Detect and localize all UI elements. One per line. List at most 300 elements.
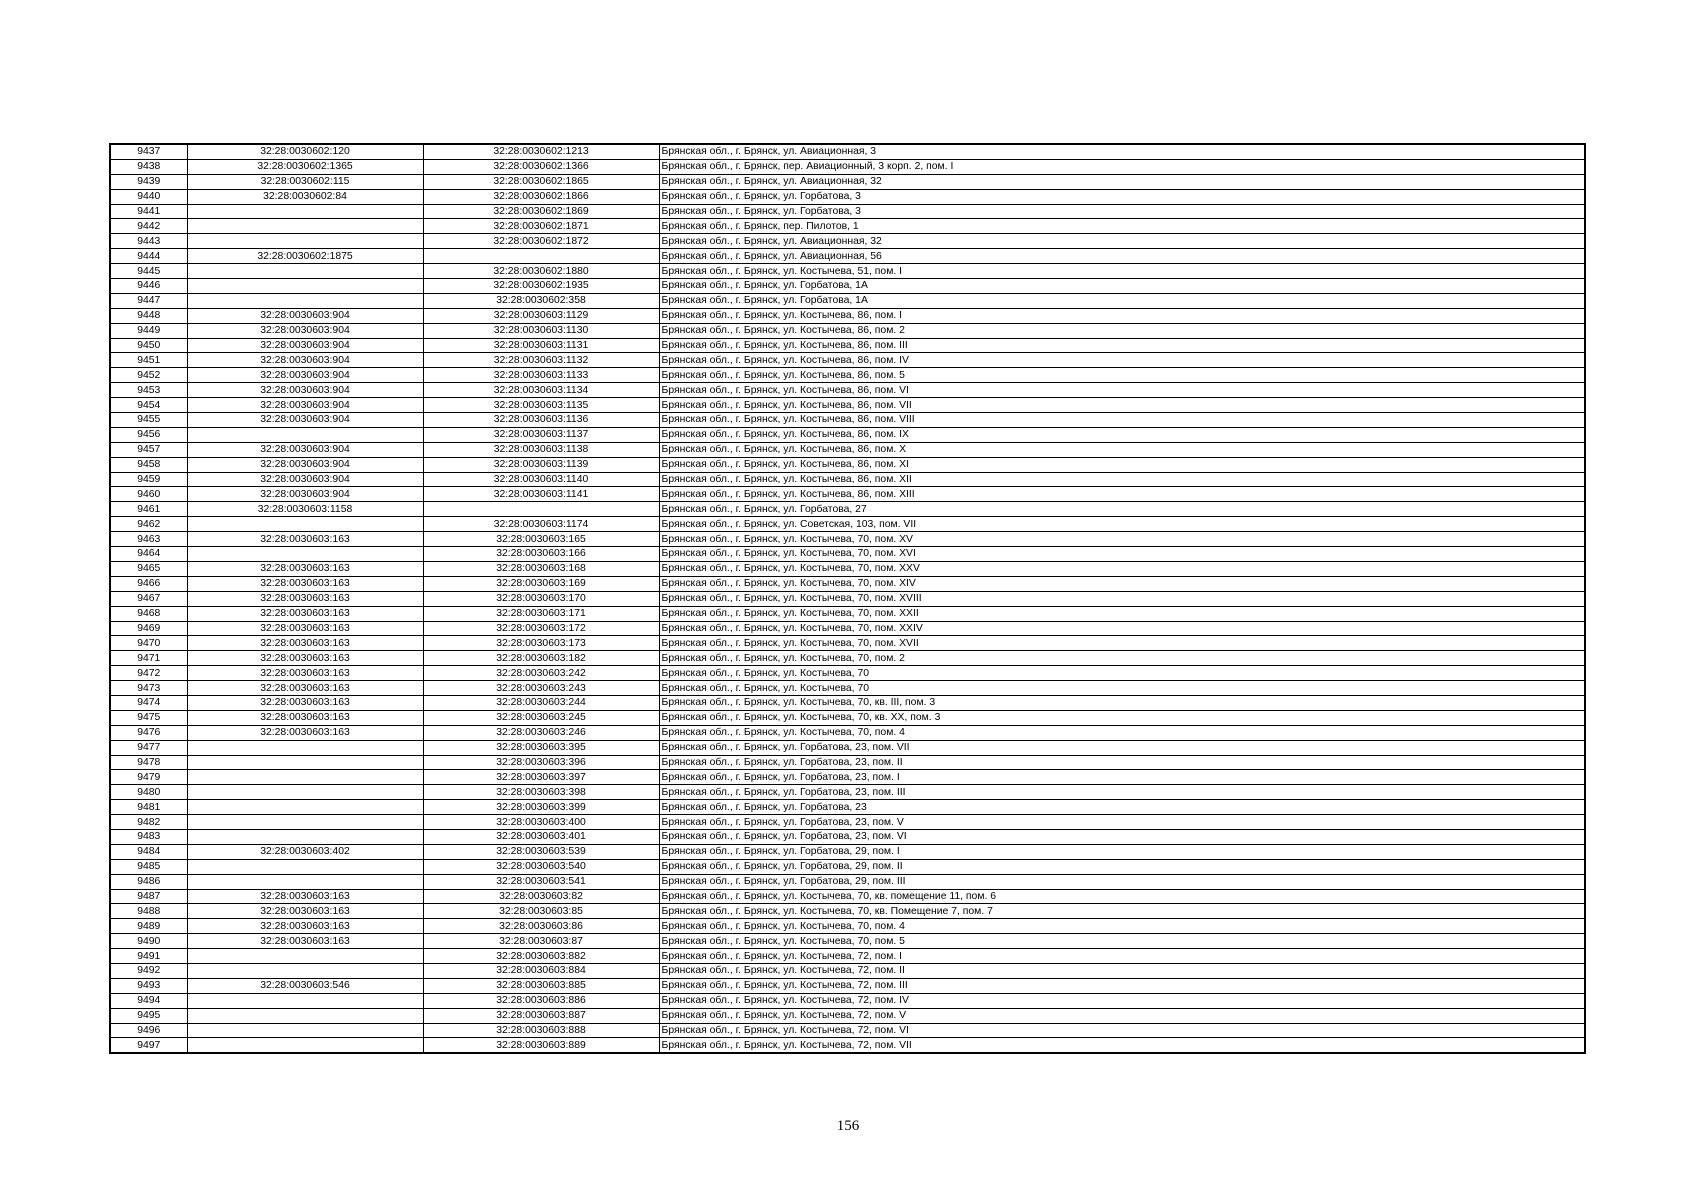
parent-cadastral-number-cell (187, 815, 423, 830)
row-number-cell: 9468 (110, 606, 187, 621)
address-cell: Брянская обл., г. Брянск, ул. Костычева, 72, пом. II (659, 963, 1585, 978)
table-row (110, 234, 1585, 249)
cadastral-number-cell: 32:28:0030602:358 (423, 293, 659, 308)
parent-cadastral-number-cell: 32:28:0030603:163 (187, 904, 423, 919)
address-cell: Брянская обл., г. Брянск, ул. Горбатова, 29, пом. II (659, 859, 1585, 874)
parent-cadastral-number-cell: 32:28:0030603:904 (187, 368, 423, 383)
address-cell: Брянская обл., г. Брянск, ул. Костычева, 70, кв. III, пом. 3 (659, 695, 1585, 710)
row-number-cell: 9484 (110, 844, 187, 859)
parent-cadastral-number-cell: 32:28:0030602:1365 (187, 159, 423, 174)
cadastral-number-cell: 32:28:0030603:173 (423, 636, 659, 651)
address-cell: Брянская обл., г. Брянск, ул. Горбатова, 23, пом. VII (659, 740, 1585, 755)
address-cell: Брянская обл., г. Брянск, ул. Костычева, 70, пом. XXV (659, 561, 1585, 576)
table-row (110, 427, 1585, 442)
cadastral-number-cell: 32:28:0030603:171 (423, 606, 659, 621)
row-number-cell: 9495 (110, 1008, 187, 1023)
parent-cadastral-number-cell: 32:28:0030603:904 (187, 413, 423, 428)
cadastral-number-cell: 32:28:0030603:540 (423, 859, 659, 874)
parent-cadastral-number-cell: 32:28:0030603:163 (187, 651, 423, 666)
parent-cadastral-number-cell: 32:28:0030603:163 (187, 591, 423, 606)
row-number-cell: 9464 (110, 547, 187, 562)
parent-cadastral-number-cell: 32:28:0030603:163 (187, 889, 423, 904)
parent-cadastral-number-cell: 32:28:0030603:163 (187, 681, 423, 696)
parent-cadastral-number-cell: 32:28:0030603:904 (187, 353, 423, 368)
cadastral-number-cell: 32:28:0030603:1132 (423, 353, 659, 368)
table-row (110, 889, 1585, 904)
parent-cadastral-number-cell: 32:28:0030602:1875 (187, 249, 423, 264)
parent-cadastral-number-cell: 32:28:0030603:904 (187, 323, 423, 338)
address-cell: Брянская обл., г. Брянск, ул. Горбатова, 1А (659, 293, 1585, 308)
row-number-cell: 9488 (110, 904, 187, 919)
address-cell: Брянская обл., г. Брянск, ул. Костычева, 86, пом. IX (659, 427, 1585, 442)
cadastral-number-cell: 32:28:0030603:395 (423, 740, 659, 755)
cadastral-number-cell: 32:28:0030603:1134 (423, 383, 659, 398)
row-number-cell: 9441 (110, 204, 187, 219)
address-cell: Брянская обл., г. Брянск, ул. Костычева, 86, пом. XII (659, 472, 1585, 487)
address-cell: Брянская обл., г. Брянск, ул. Костычева, 86, пом. VI (659, 383, 1585, 398)
row-number-cell: 9450 (110, 338, 187, 353)
cadastral-number-cell: 32:28:0030603:1130 (423, 323, 659, 338)
row-number-cell: 9496 (110, 1023, 187, 1038)
address-cell: Брянская обл., г. Брянск, ул. Костычева, 72, пом. I (659, 949, 1585, 964)
address-cell: Брянская обл., г. Брянск, ул. Костычева, 86, пом. I (659, 308, 1585, 323)
address-cell: Брянская обл., г. Брянск, ул. Костычева, 70 (659, 666, 1585, 681)
row-number-cell: 9440 (110, 189, 187, 204)
table-row (110, 874, 1585, 889)
row-number-cell: 9476 (110, 725, 187, 740)
cadastral-number-cell: 32:28:0030603:1131 (423, 338, 659, 353)
parent-cadastral-number-cell: 32:28:0030603:163 (187, 606, 423, 621)
cadastral-number-cell: 32:28:0030603:246 (423, 725, 659, 740)
table-row (110, 293, 1585, 308)
table-row (110, 472, 1585, 487)
address-cell: Брянская обл., г. Брянск, ул. Костычева, 70, пом. XV (659, 532, 1585, 547)
address-cell: Брянская обл., г. Брянск, ул. Горбатова, 23, пом. II (659, 755, 1585, 770)
row-number-cell: 9490 (110, 934, 187, 949)
cadastral-number-cell: 32:28:0030603:400 (423, 815, 659, 830)
table-row (110, 681, 1585, 696)
cadastral-number-cell: 32:28:0030602:1866 (423, 189, 659, 204)
address-cell: Брянская обл., г. Брянск, ул. Костычева, 72, пом. V (659, 1008, 1585, 1023)
row-number-cell: 9437 (110, 144, 187, 159)
cadastral-number-cell: 32:28:0030603:539 (423, 844, 659, 859)
table-row (110, 457, 1585, 472)
parent-cadastral-number-cell (187, 874, 423, 889)
address-cell: Брянская обл., г. Брянск, ул. Костычева, 70, пом. XVIII (659, 591, 1585, 606)
row-number-cell: 9482 (110, 815, 187, 830)
address-cell: Брянская обл., г. Брянск, ул. Костычева, 70, пом. 4 (659, 725, 1585, 740)
row-number-cell: 9483 (110, 829, 187, 844)
row-number-cell: 9442 (110, 219, 187, 234)
parent-cadastral-number-cell: 32:28:0030603:163 (187, 636, 423, 651)
table-row (110, 561, 1585, 576)
table-row (110, 740, 1585, 755)
parent-cadastral-number-cell: 32:28:0030602:115 (187, 174, 423, 189)
table-row (110, 800, 1585, 815)
table-row (110, 815, 1585, 830)
table-row (110, 725, 1585, 740)
parent-cadastral-number-cell (187, 517, 423, 532)
address-cell: Брянская обл., г. Брянск, ул. Горбатова, 23, пом. I (659, 770, 1585, 785)
cadastral-number-cell: 32:28:0030603:1140 (423, 472, 659, 487)
table-row (110, 338, 1585, 353)
table-row (110, 755, 1585, 770)
cadastral-number-cell: 32:28:0030602:1935 (423, 279, 659, 294)
address-cell: Брянская обл., г. Брянск, ул. Горбатова, 3 (659, 204, 1585, 219)
address-cell: Брянская обл., г. Брянск, ул. Костычева, 72, пом. VI (659, 1023, 1585, 1038)
parent-cadastral-number-cell: 32:28:0030603:904 (187, 457, 423, 472)
table-row (110, 219, 1585, 234)
row-number-cell: 9478 (110, 755, 187, 770)
parent-cadastral-number-cell: 32:28:0030603:163 (187, 621, 423, 636)
cadastral-number-cell (423, 249, 659, 264)
parent-cadastral-number-cell (187, 770, 423, 785)
row-number-cell: 9458 (110, 457, 187, 472)
address-cell: Брянская обл., г. Брянск, ул. Костычева, 70, пом. XVII (659, 636, 1585, 651)
parent-cadastral-number-cell (187, 279, 423, 294)
row-number-cell: 9444 (110, 249, 187, 264)
cadastral-number-cell: 32:28:0030602:1872 (423, 234, 659, 249)
table-row (110, 651, 1585, 666)
table-row (110, 264, 1585, 279)
parent-cadastral-number-cell (187, 219, 423, 234)
address-cell: Брянская обл., г. Брянск, ул. Костычева, 70, пом. XXII (659, 606, 1585, 621)
table-row (110, 323, 1585, 338)
table-row (110, 919, 1585, 934)
row-number-cell: 9457 (110, 442, 187, 457)
cadastral-number-cell: 32:28:0030603:86 (423, 919, 659, 934)
registry-table (109, 143, 1586, 1054)
row-number-cell: 9493 (110, 978, 187, 993)
parent-cadastral-number-cell: 32:28:0030603:1158 (187, 502, 423, 517)
parent-cadastral-number-cell (187, 740, 423, 755)
cadastral-number-cell (423, 502, 659, 517)
table-row (110, 829, 1585, 844)
cadastral-number-cell: 32:28:0030603:1129 (423, 308, 659, 323)
address-cell: Брянская обл., г. Брянск, ул. Костычева, 70, кв. Помещение 7, пом. 7 (659, 904, 1585, 919)
table-row (110, 249, 1585, 264)
cadastral-number-cell: 32:28:0030603:885 (423, 978, 659, 993)
address-cell: Брянская обл., г. Брянск, ул. Костычева, 86, пом. III (659, 338, 1585, 353)
parent-cadastral-number-cell (187, 993, 423, 1008)
cadastral-number-cell: 32:28:0030603:169 (423, 576, 659, 591)
address-cell: Брянская обл., г. Брянск, ул. Костычева, 70, пом. XVI (659, 547, 1585, 562)
table-row (110, 532, 1585, 547)
parent-cadastral-number-cell (187, 963, 423, 978)
parent-cadastral-number-cell: 32:28:0030603:904 (187, 398, 423, 413)
table-row (110, 636, 1585, 651)
row-number-cell: 9462 (110, 517, 187, 532)
parent-cadastral-number-cell: 32:28:0030603:904 (187, 338, 423, 353)
table-row (110, 666, 1585, 681)
row-number-cell: 9497 (110, 1038, 187, 1053)
address-cell: Брянская обл., г. Брянск, ул. Костычева, 70, пом. XIV (659, 576, 1585, 591)
table-row (110, 949, 1585, 964)
table-row (110, 204, 1585, 219)
parent-cadastral-number-cell (187, 547, 423, 562)
table-row (110, 785, 1585, 800)
table-row (110, 1038, 1585, 1053)
row-number-cell: 9480 (110, 785, 187, 800)
cadastral-number-cell: 32:28:0030603:1138 (423, 442, 659, 457)
table-row (110, 189, 1585, 204)
cadastral-number-cell: 32:28:0030603:172 (423, 621, 659, 636)
row-number-cell: 9481 (110, 800, 187, 815)
parent-cadastral-number-cell (187, 949, 423, 964)
table-row (110, 174, 1585, 189)
address-cell: Брянская обл., г. Брянск, ул. Костычева, 70, пом. XXIV (659, 621, 1585, 636)
parent-cadastral-number-cell: 32:28:0030603:904 (187, 472, 423, 487)
parent-cadastral-number-cell: 32:28:0030602:84 (187, 189, 423, 204)
parent-cadastral-number-cell (187, 293, 423, 308)
row-number-cell: 9460 (110, 487, 187, 502)
address-cell: Брянская обл., г. Брянск, ул. Горбатова, 29, пом. I (659, 844, 1585, 859)
table-row (110, 1023, 1585, 1038)
cadastral-number-cell: 32:28:0030603:1136 (423, 413, 659, 428)
row-number-cell: 9489 (110, 919, 187, 934)
cadastral-number-cell: 32:28:0030603:243 (423, 681, 659, 696)
row-number-cell: 9469 (110, 621, 187, 636)
address-cell: Брянская обл., г. Брянск, ул. Костычева, 72, пом. VII (659, 1038, 1585, 1053)
address-cell: Брянская обл., г. Брянск, ул. Костычева, 86, пом. XIII (659, 487, 1585, 502)
cadastral-number-cell: 32:28:0030602:1869 (423, 204, 659, 219)
row-number-cell: 9453 (110, 383, 187, 398)
address-cell: Брянская обл., г. Брянск, ул. Авиационная, 3 (659, 144, 1585, 159)
address-cell: Брянская обл., г. Брянск, ул. Горбатова, 27 (659, 502, 1585, 517)
row-number-cell: 9451 (110, 353, 187, 368)
row-number-cell: 9477 (110, 740, 187, 755)
cadastral-number-cell: 32:28:0030603:87 (423, 934, 659, 949)
address-cell: Брянская обл., г. Брянск, ул. Авиационная, 56 (659, 249, 1585, 264)
cadastral-number-cell: 32:28:0030603:401 (423, 829, 659, 844)
row-number-cell: 9446 (110, 279, 187, 294)
row-number-cell: 9474 (110, 695, 187, 710)
address-cell: Брянская обл., г. Брянск, ул. Костычева, 86, пом. XI (659, 457, 1585, 472)
row-number-cell: 9454 (110, 398, 187, 413)
address-cell: Брянская обл., г. Брянск, ул. Горбатова, 1А (659, 279, 1585, 294)
table-row (110, 978, 1585, 993)
cadastral-number-cell: 32:28:0030603:1137 (423, 427, 659, 442)
parent-cadastral-number-cell (187, 204, 423, 219)
parent-cadastral-number-cell: 32:28:0030603:163 (187, 561, 423, 576)
row-number-cell: 9448 (110, 308, 187, 323)
cadastral-number-cell: 32:28:0030603:182 (423, 651, 659, 666)
table-row (110, 606, 1585, 621)
cadastral-number-cell: 32:28:0030603:1135 (423, 398, 659, 413)
address-cell: Брянская обл., г. Брянск, ул. Костычева, 70, пом. 5 (659, 934, 1585, 949)
table-row (110, 695, 1585, 710)
address-cell: Брянская обл., г. Брянск, ул. Горбатова, 23, пом. VI (659, 829, 1585, 844)
table-row (110, 547, 1585, 562)
table-row (110, 859, 1585, 874)
cadastral-number-cell: 32:28:0030603:886 (423, 993, 659, 1008)
row-number-cell: 9456 (110, 427, 187, 442)
cadastral-number-cell: 32:28:0030602:1366 (423, 159, 659, 174)
row-number-cell: 9486 (110, 874, 187, 889)
table-row (110, 502, 1585, 517)
row-number-cell: 9466 (110, 576, 187, 591)
table-row (110, 904, 1585, 919)
address-cell: Брянская обл., г. Брянск, ул. Горбатова, 3 (659, 189, 1585, 204)
table-row (110, 621, 1585, 636)
address-cell: Брянская обл., г. Брянск, ул. Советская, 103, пом. VII (659, 517, 1585, 532)
table-row (110, 159, 1585, 174)
parent-cadastral-number-cell: 32:28:0030603:904 (187, 383, 423, 398)
row-number-cell: 9473 (110, 681, 187, 696)
row-number-cell: 9492 (110, 963, 187, 978)
cadastral-number-cell: 32:28:0030603:242 (423, 666, 659, 681)
cadastral-number-cell: 32:28:0030603:245 (423, 710, 659, 725)
row-number-cell: 9463 (110, 532, 187, 547)
table-row (110, 383, 1585, 398)
table-row (110, 442, 1585, 457)
cadastral-number-cell: 32:28:0030603:889 (423, 1038, 659, 1053)
parent-cadastral-number-cell (187, 829, 423, 844)
cadastral-number-cell: 32:28:0030603:398 (423, 785, 659, 800)
cadastral-number-cell: 32:28:0030603:1139 (423, 457, 659, 472)
row-number-cell: 9465 (110, 561, 187, 576)
row-number-cell: 9447 (110, 293, 187, 308)
address-cell: Брянская обл., г. Брянск, ул. Костычева, 86, пом. X (659, 442, 1585, 457)
address-cell: Брянская обл., г. Брянск, ул. Горбатова, 23, пом. V (659, 815, 1585, 830)
address-cell: Брянская обл., г. Брянск, ул. Костычева, 70, пом. 4 (659, 919, 1585, 934)
table-row (110, 308, 1585, 323)
parent-cadastral-number-cell (187, 1023, 423, 1038)
table-row (110, 934, 1585, 949)
parent-cadastral-number-cell: 32:28:0030603:163 (187, 576, 423, 591)
cadastral-number-cell: 32:28:0030603:85 (423, 904, 659, 919)
parent-cadastral-number-cell: 32:28:0030603:402 (187, 844, 423, 859)
cadastral-number-cell: 32:28:0030603:165 (423, 532, 659, 547)
table-row (110, 517, 1585, 532)
table-row (110, 1008, 1585, 1023)
parent-cadastral-number-cell (187, 800, 423, 815)
cadastral-number-cell: 32:28:0030603:888 (423, 1023, 659, 1038)
address-cell: Брянская обл., г. Брянск, ул. Авиационная, 32 (659, 234, 1585, 249)
address-cell: Брянская обл., г. Брянск, пер. Авиационный, 3 корп. 2, пом. I (659, 159, 1585, 174)
parent-cadastral-number-cell: 32:28:0030603:546 (187, 978, 423, 993)
row-number-cell: 9452 (110, 368, 187, 383)
table-row (110, 398, 1585, 413)
parent-cadastral-number-cell: 32:28:0030603:163 (187, 666, 423, 681)
cadastral-number-cell: 32:28:0030602:1865 (423, 174, 659, 189)
parent-cadastral-number-cell: 32:28:0030603:163 (187, 710, 423, 725)
row-number-cell: 9471 (110, 651, 187, 666)
row-number-cell: 9438 (110, 159, 187, 174)
row-number-cell: 9485 (110, 859, 187, 874)
table-row (110, 591, 1585, 606)
parent-cadastral-number-cell: 32:28:0030603:163 (187, 934, 423, 949)
cadastral-number-cell: 32:28:0030603:396 (423, 755, 659, 770)
parent-cadastral-number-cell (187, 1038, 423, 1053)
cadastral-number-cell: 32:28:0030603:168 (423, 561, 659, 576)
address-cell: Брянская обл., г. Брянск, ул. Костычева, 86, пом. IV (659, 353, 1585, 368)
address-cell: Брянская обл., г. Брянск, ул. Костычева, 70, кв. XX, пом. 3 (659, 710, 1585, 725)
table-row (110, 353, 1585, 368)
address-cell: Брянская обл., г. Брянск, ул. Костычева, 86, пом. 2 (659, 323, 1585, 338)
address-cell: Брянская обл., г. Брянск, ул. Костычева, 86, пом. VIII (659, 413, 1585, 428)
cadastral-number-cell: 32:28:0030603:541 (423, 874, 659, 889)
parent-cadastral-number-cell: 32:28:0030603:163 (187, 919, 423, 934)
parent-cadastral-number-cell (187, 1008, 423, 1023)
parent-cadastral-number-cell: 32:28:0030603:163 (187, 725, 423, 740)
row-number-cell: 9439 (110, 174, 187, 189)
table-row (110, 144, 1585, 159)
table-row (110, 368, 1585, 383)
table-row (110, 963, 1585, 978)
row-number-cell: 9459 (110, 472, 187, 487)
row-number-cell: 9445 (110, 264, 187, 279)
cadastral-number-cell: 32:28:0030603:887 (423, 1008, 659, 1023)
page-number: 156 (836, 1118, 860, 1134)
cadastral-number-cell: 32:28:0030603:244 (423, 695, 659, 710)
address-cell: Брянская обл., г. Брянск, ул. Горбатова, 23 (659, 800, 1585, 815)
address-cell: Брянская обл., г. Брянск, ул. Костычева, 70 (659, 681, 1585, 696)
row-number-cell: 9487 (110, 889, 187, 904)
row-number-cell: 9449 (110, 323, 187, 338)
table-row (110, 993, 1585, 1008)
address-cell: Брянская обл., г. Брянск, ул. Костычева, 72, пом. III (659, 978, 1585, 993)
cadastral-number-cell: 32:28:0030603:1141 (423, 487, 659, 502)
address-cell: Брянская обл., г. Брянск, ул. Костычева, 51, пом. I (659, 264, 1585, 279)
cadastral-number-cell: 32:28:0030603:1174 (423, 517, 659, 532)
parent-cadastral-number-cell (187, 427, 423, 442)
address-cell: Брянская обл., г. Брянск, ул. Костычева, 86, пом. VII (659, 398, 1585, 413)
parent-cadastral-number-cell: 32:28:0030603:904 (187, 487, 423, 502)
table-row (110, 279, 1585, 294)
row-number-cell: 9491 (110, 949, 187, 964)
parent-cadastral-number-cell (187, 755, 423, 770)
row-number-cell: 9461 (110, 502, 187, 517)
row-number-cell: 9479 (110, 770, 187, 785)
parent-cadastral-number-cell (187, 785, 423, 800)
row-number-cell: 9472 (110, 666, 187, 681)
parent-cadastral-number-cell: 32:28:0030603:904 (187, 308, 423, 323)
cadastral-number-cell: 32:28:0030603:82 (423, 889, 659, 904)
parent-cadastral-number-cell (187, 264, 423, 279)
cadastral-number-cell: 32:28:0030603:166 (423, 547, 659, 562)
parent-cadastral-number-cell (187, 234, 423, 249)
cadastral-number-cell: 32:28:0030602:1871 (423, 219, 659, 234)
cadastral-number-cell: 32:28:0030602:1213 (423, 144, 659, 159)
table-row (110, 770, 1585, 785)
cadastral-number-cell: 32:28:0030603:884 (423, 963, 659, 978)
address-cell: Брянская обл., г. Брянск, ул. Костычева, 70, кв. помещение 11, пом. 6 (659, 889, 1585, 904)
table-row (110, 487, 1585, 502)
address-cell: Брянская обл., г. Брянск, ул. Горбатова, 23, пом. III (659, 785, 1585, 800)
parent-cadastral-number-cell (187, 859, 423, 874)
address-cell: Брянская обл., г. Брянск, пер. Пилотов, 1 (659, 219, 1585, 234)
row-number-cell: 9455 (110, 413, 187, 428)
parent-cadastral-number-cell: 32:28:0030603:163 (187, 532, 423, 547)
parent-cadastral-number-cell: 32:28:0030602:120 (187, 144, 423, 159)
address-cell: Брянская обл., г. Брянск, ул. Костычева, 86, пом. 5 (659, 368, 1585, 383)
parent-cadastral-number-cell: 32:28:0030603:904 (187, 442, 423, 457)
cadastral-number-cell: 32:28:0030602:1880 (423, 264, 659, 279)
parent-cadastral-number-cell: 32:28:0030603:163 (187, 695, 423, 710)
cadastral-number-cell: 32:28:0030603:399 (423, 800, 659, 815)
row-number-cell: 9443 (110, 234, 187, 249)
table-row (110, 710, 1585, 725)
row-number-cell: 9470 (110, 636, 187, 651)
cadastral-number-cell: 32:28:0030603:1133 (423, 368, 659, 383)
address-cell: Брянская обл., г. Брянск, ул. Костычева, 70, пом. 2 (659, 651, 1585, 666)
registry-table-body (110, 144, 1585, 1053)
table-row (110, 576, 1585, 591)
cadastral-number-cell: 32:28:0030603:397 (423, 770, 659, 785)
row-number-cell: 9494 (110, 993, 187, 1008)
row-number-cell: 9467 (110, 591, 187, 606)
